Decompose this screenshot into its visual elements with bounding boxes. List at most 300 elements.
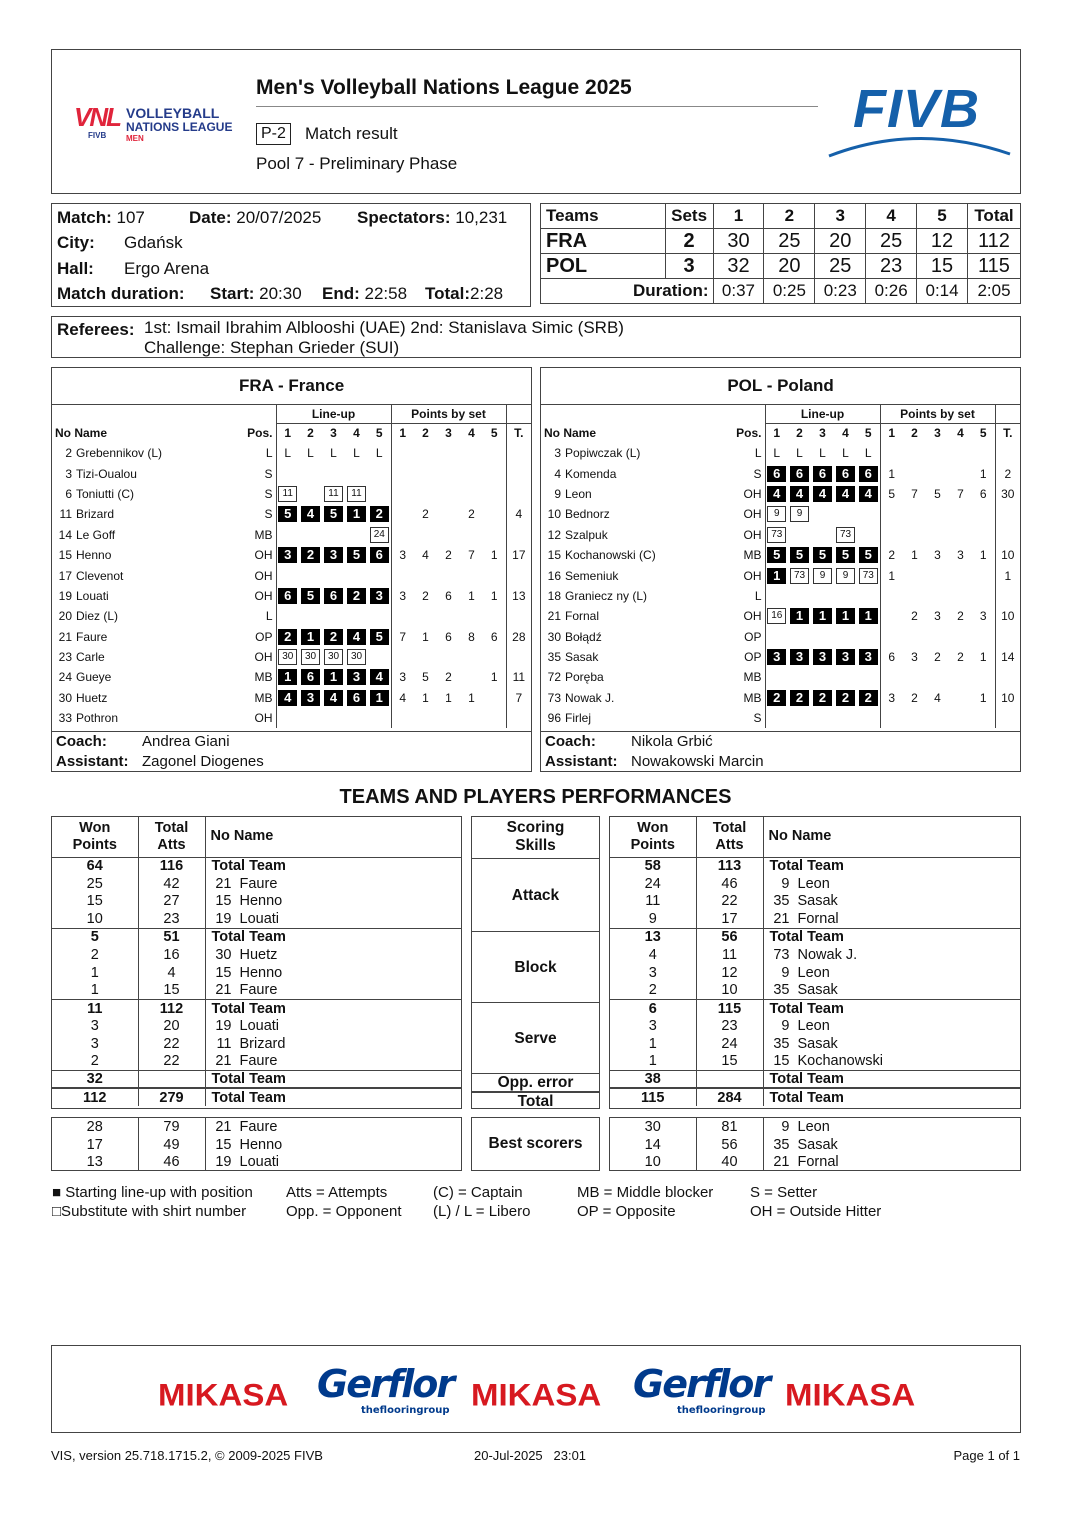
lineup-cell	[368, 565, 391, 585]
player-position: OH	[254, 711, 273, 726]
team2-total: 115	[967, 254, 1020, 279]
player-row	[52, 667, 531, 687]
total-atts: 116	[138, 857, 205, 875]
player-number: 19	[215, 911, 232, 928]
player-position: MB	[743, 548, 762, 563]
roster-group-row	[541, 404, 1020, 423]
points-set-4: 1	[468, 690, 475, 705]
points-set-3	[437, 484, 460, 504]
spectators-count: 10,231	[455, 208, 508, 227]
date-row	[189, 208, 321, 228]
points-set-5	[972, 565, 995, 585]
lineup-cell	[368, 606, 391, 626]
points-set-5	[483, 443, 506, 463]
player-position: S	[264, 466, 273, 481]
player-number: 15	[58, 548, 72, 563]
gerflor-logo-1	[317, 1362, 454, 1416]
points-set-5	[483, 484, 506, 504]
end-label: End:	[322, 284, 360, 303]
coach-row	[52, 731, 531, 751]
player-cell	[763, 1088, 1020, 1106]
player-row	[52, 463, 531, 483]
substitute-badge: 30	[347, 649, 366, 665]
assistant-row	[52, 751, 531, 771]
best-scorer-row	[610, 1154, 1020, 1172]
player-stat-row	[52, 982, 461, 1000]
player-position: L	[265, 446, 273, 461]
performance-left	[51, 816, 462, 1109]
points-set-4: 7	[468, 548, 475, 563]
total-col-header: T.	[995, 423, 1020, 443]
points-set-5: 6	[979, 486, 987, 501]
player-number: 4	[554, 466, 561, 481]
lineup-cell	[788, 525, 811, 545]
total-atts: 79	[138, 1118, 205, 1136]
starting-position-badge: 2	[790, 690, 809, 706]
points-set-4	[460, 667, 483, 687]
player-cell	[205, 893, 461, 911]
points-col-4: 4	[468, 426, 475, 441]
points-set-5	[972, 708, 995, 728]
skill-opp-error: Opp. error	[472, 1073, 599, 1091]
scoring-skills	[471, 816, 600, 1109]
legend-captain: (C) = Captain	[433, 1184, 523, 1201]
player-name: Henno	[239, 1136, 283, 1153]
points-set-2: 2	[911, 690, 918, 705]
libero-mark: L	[819, 446, 826, 461]
libero-mark: L	[330, 446, 337, 461]
starting-position-badge: 3	[278, 547, 297, 563]
points-set-1: 3	[391, 586, 414, 606]
vnl-mark: VNL	[74, 102, 120, 132]
player-name: Faure	[239, 875, 278, 892]
fivb-wordmark: FIVB	[853, 79, 981, 139]
starting-position-badge: 6	[813, 466, 832, 482]
starting-position-badge: 4	[347, 629, 366, 645]
legend-setter: S = Setter	[750, 1184, 818, 1201]
lineup-cell	[788, 504, 811, 524]
points-set-2: 1	[911, 548, 918, 563]
substitute-badge: 30	[301, 649, 320, 665]
points-set-3: 3	[934, 548, 941, 563]
starting-position-badge: 6	[301, 669, 320, 685]
referees-label: Referees:	[57, 320, 135, 339]
roster-subheader-row	[52, 423, 531, 443]
player-number: 21	[58, 629, 72, 644]
points-set-3	[926, 627, 949, 647]
points-set-2: 3	[911, 650, 918, 665]
substitute-badge: 11	[347, 486, 366, 502]
lineup-cell	[857, 525, 880, 545]
lineup-cell	[368, 688, 391, 708]
performance-right	[609, 816, 1021, 1109]
player-stat-row	[610, 982, 1020, 1000]
starting-position-badge: 6	[278, 588, 297, 604]
lineup-cell	[788, 463, 811, 483]
player-cell	[763, 1017, 1020, 1035]
player-number: 30	[215, 946, 232, 963]
points-set-1: 3	[391, 667, 414, 687]
points-set-4: 2	[957, 609, 964, 624]
won-points: 5	[52, 928, 138, 946]
starting-position-badge: 6	[370, 547, 389, 563]
sets-header-row	[541, 204, 1021, 229]
points-total: 7	[506, 688, 531, 708]
player-name: Semeniuk	[565, 568, 619, 583]
libero-mark: L	[796, 446, 803, 461]
player-name: Sasak	[797, 1035, 838, 1052]
sets-duration-label: Duration:	[541, 279, 714, 304]
substitute-badge: 11	[278, 486, 297, 502]
points-set-1	[391, 606, 414, 626]
player-row	[52, 504, 531, 524]
total-atts: 40	[696, 1154, 763, 1172]
total-label: Total:	[425, 284, 471, 303]
footer-version: VIS, version 25.718.1715.2, © 2009-2025 FIVB	[51, 1448, 323, 1463]
skill-attack: Attack	[511, 887, 560, 904]
points-set-1	[391, 525, 414, 545]
player-row	[52, 606, 531, 626]
player-number: 15	[215, 1136, 232, 1153]
total-atts: 23	[696, 1017, 763, 1035]
player-number: 20	[58, 609, 72, 624]
legend-op: OP = Opposite	[577, 1203, 676, 1220]
points-set-1	[880, 627, 903, 647]
starting-position-badge: 2	[278, 629, 297, 645]
set-2-header: 2	[764, 204, 815, 229]
player-cell	[205, 1053, 461, 1071]
lineup-col-1: 1	[276, 423, 299, 443]
lineup-cell	[765, 565, 788, 585]
set1-duration: 0:37	[713, 279, 764, 304]
player-cell	[763, 1053, 1020, 1071]
won-points: 3	[52, 1035, 138, 1053]
start-label: Start:	[210, 284, 255, 303]
starting-position-badge: 5	[347, 547, 366, 563]
points-set-2	[903, 708, 926, 728]
points-set-4	[460, 708, 483, 728]
starting-position-badge: 1	[767, 568, 786, 584]
lineup-cell	[788, 606, 811, 626]
starting-position-badge: 5	[813, 547, 832, 563]
player-row	[541, 708, 1020, 728]
points-set-2	[414, 443, 437, 463]
team-total-row	[52, 857, 461, 875]
player-position: OH	[254, 588, 273, 603]
player-name: Kochanowski (C)	[565, 548, 656, 563]
player-number: 15	[547, 548, 561, 563]
points-set-3: 3	[934, 609, 941, 624]
player-name: Kochanowski	[797, 1053, 883, 1070]
lineup-cell	[345, 688, 368, 708]
player-position: OH	[743, 609, 762, 624]
lineup-cell	[834, 525, 857, 545]
lineup-cell	[857, 606, 880, 626]
team1-code: FRA	[541, 229, 666, 254]
player-row	[541, 586, 1020, 606]
performance-table	[52, 817, 461, 1106]
player-row	[541, 463, 1020, 483]
total-atts: 113	[696, 857, 763, 875]
roster-right	[540, 367, 1021, 772]
team-title: POL - Poland	[541, 368, 1020, 404]
points-set-5	[972, 667, 995, 687]
total-atts-header: Total Atts	[696, 817, 763, 857]
skill-total: Total	[472, 1091, 599, 1109]
points-set-2: 1	[422, 629, 429, 644]
points-set-3: 2	[445, 670, 452, 685]
points-total	[995, 627, 1020, 647]
lineup-cell	[322, 525, 345, 545]
points-set-2	[903, 504, 926, 524]
player-cell	[205, 1035, 461, 1053]
won-points: 32	[52, 1071, 138, 1089]
total-atts: 12	[696, 964, 763, 982]
starting-position-badge: 2	[813, 690, 832, 706]
total-atts: 15	[138, 982, 205, 1000]
lineup-cell	[765, 627, 788, 647]
starting-position-badge: 2	[324, 629, 343, 645]
player-number: 21	[773, 911, 790, 928]
lineup-cell	[322, 504, 345, 524]
lineup-col-2: 2	[307, 426, 314, 441]
points-set-1	[391, 443, 414, 463]
footer-printed: 20-Jul-2025 23:01	[474, 1448, 587, 1463]
roster-table	[541, 368, 1020, 728]
player-name: Nowak J.	[797, 946, 858, 963]
substitute-badge: 9	[836, 568, 855, 584]
player-row	[52, 708, 531, 728]
libero-mark: L	[773, 446, 781, 461]
header-box	[51, 49, 1021, 194]
player-number: 21	[215, 875, 232, 892]
won-points: 3	[610, 964, 696, 982]
player-name: Sasak	[797, 893, 838, 910]
lineup-col-4: 4	[842, 426, 849, 441]
substitute-badge: 11	[324, 486, 343, 502]
player-name: Faure	[239, 982, 278, 999]
set5-duration: 0:14	[917, 279, 968, 304]
substitute-badge: 73	[767, 527, 786, 543]
points-col-5: 5	[979, 426, 987, 441]
points-set-2	[903, 565, 926, 585]
points-set-3	[926, 708, 949, 728]
points-total	[506, 606, 531, 626]
coach-table	[52, 731, 531, 772]
points-total	[995, 586, 1020, 606]
set-4-header: 4	[866, 204, 917, 229]
gerflor-wordmark-1: Gerflor	[317, 1362, 454, 1406]
points-set-5	[972, 627, 995, 647]
won-points: 11	[610, 893, 696, 911]
roster-left	[51, 367, 532, 772]
lineup-col-4: 4	[353, 426, 360, 441]
lineup-cell	[811, 627, 834, 647]
points-total	[506, 463, 531, 483]
legend-substitute: □Substitute with shirt number	[52, 1203, 247, 1220]
match-date: 20/07/2025	[236, 208, 322, 227]
won-points: 28	[52, 1118, 138, 1136]
points-set-2	[903, 586, 926, 606]
starting-position-badge: 1	[324, 669, 343, 685]
won-points: 9	[610, 910, 696, 928]
lineup-cell	[368, 525, 391, 545]
points-set-4	[460, 565, 483, 585]
player-position: S	[753, 711, 762, 726]
player-cell	[205, 946, 461, 964]
player-number: 21	[547, 609, 561, 624]
starting-position-badge: 6	[859, 466, 878, 482]
player-number: 9	[554, 486, 561, 501]
player-stat-row	[610, 1035, 1020, 1053]
player-row	[541, 688, 1020, 708]
points-set-5	[483, 504, 506, 524]
set4-duration: 0:26	[866, 279, 917, 304]
points-total: 10	[995, 545, 1020, 565]
starting-position-badge: 2	[836, 690, 855, 706]
starting-position-badge: 5	[278, 506, 297, 522]
best-scorers-left	[51, 1117, 462, 1171]
starting-position-badge: 3	[813, 649, 832, 665]
points-total	[506, 708, 531, 728]
team1-set2: 25	[764, 229, 815, 254]
player-row	[541, 667, 1020, 687]
substitute-badge: 30	[324, 649, 343, 665]
lineup-cell	[788, 586, 811, 606]
set3-duration: 0:23	[815, 279, 866, 304]
points-set-5	[483, 688, 506, 708]
points-set-5	[483, 525, 506, 545]
lineup-cell	[788, 688, 811, 708]
won-points: 1	[610, 1053, 696, 1071]
lineup-cell	[811, 463, 834, 483]
player-number: 9	[781, 964, 790, 981]
phase-label: Pool 7 - Preliminary Phase	[256, 154, 458, 173]
mikasa-logo-3: MIKASA	[785, 1376, 916, 1413]
points-set-1: 1	[880, 463, 903, 483]
lineup-cell	[299, 586, 322, 606]
points-set-1	[391, 504, 414, 524]
points-set-3	[926, 565, 949, 585]
starting-position-badge: 4	[859, 486, 878, 502]
points-set-4	[460, 525, 483, 545]
points-set-2: 7	[911, 486, 918, 501]
player-position: OP	[744, 650, 762, 665]
roster-spacer	[506, 404, 531, 423]
points-col-5: 5	[490, 426, 498, 441]
player-number: 96	[547, 711, 561, 726]
player-name: Tizi-Oualou	[76, 466, 137, 481]
player-cell	[763, 1118, 1020, 1136]
player-name: Faure	[239, 1053, 278, 1070]
libero-mark: L	[307, 446, 314, 461]
player-row	[52, 647, 531, 667]
date-label: Date:	[189, 208, 232, 227]
player-stat-row	[52, 1017, 461, 1035]
starting-position-badge: 3	[370, 588, 389, 604]
player-row	[541, 504, 1020, 524]
lineup-cell	[765, 647, 788, 667]
player-number: 19	[215, 1018, 232, 1035]
assistant-label: Assistant:	[545, 752, 618, 770]
team1-set1: 30	[713, 229, 764, 254]
won-points: 2	[52, 946, 138, 964]
lineup-cell	[834, 463, 857, 483]
roster-subheader-row	[541, 423, 1020, 443]
player-stat-row	[610, 964, 1020, 982]
total-atts-header: Total Atts	[138, 817, 205, 857]
lineup-cell	[299, 545, 322, 565]
points-set-5: 1	[490, 588, 498, 603]
starting-position-badge: 6	[790, 466, 809, 482]
lineup-cell	[811, 667, 834, 687]
team-total-row	[610, 857, 1020, 875]
total-duration: 2:05	[967, 279, 1020, 304]
player-row	[541, 627, 1020, 647]
points-total	[506, 443, 531, 463]
points-set-4	[949, 565, 972, 585]
player-row	[541, 647, 1020, 667]
lineup-cell	[765, 688, 788, 708]
player-stat-row	[610, 893, 1020, 911]
won-points: 24	[610, 875, 696, 893]
player-number: 15	[215, 964, 232, 981]
total-atts: 56	[696, 1136, 763, 1154]
lineup-cell	[765, 667, 788, 687]
points-set-5: 1	[979, 466, 987, 481]
lineup-header: Line-up	[765, 404, 880, 423]
won-points: 30	[610, 1118, 696, 1136]
points-set-5	[972, 443, 995, 463]
match-info	[51, 203, 531, 307]
player-name: Leon	[797, 875, 830, 892]
performance-header-row	[52, 817, 461, 857]
fivb-swoosh-icon	[827, 126, 1012, 160]
points-set-3: 5	[934, 486, 941, 501]
starting-position-badge: 6	[836, 466, 855, 482]
performance-header-row	[610, 817, 1020, 857]
points-set-3: 6	[445, 629, 452, 644]
points-set-5	[483, 463, 506, 483]
lineup-cell	[857, 708, 880, 728]
lineup-cell	[276, 463, 299, 483]
player-position: OH	[743, 507, 762, 522]
player-name: Henno	[76, 548, 112, 563]
lineup-cell	[322, 627, 345, 647]
start-time: 20:30	[259, 284, 302, 303]
player-number: 2	[65, 446, 72, 461]
team1-sets: 2	[665, 229, 713, 254]
start-row	[210, 284, 302, 304]
player-stat-row	[52, 964, 461, 982]
player-cell	[205, 982, 461, 1000]
player-cell	[763, 875, 1020, 893]
points-total: 10	[995, 606, 1020, 626]
performance-table	[610, 817, 1020, 1106]
points-set-4	[460, 443, 483, 463]
player-name: Poręba	[565, 670, 604, 685]
starting-position-badge: 3	[859, 649, 878, 665]
best-scorers-table	[52, 1118, 461, 1171]
player-stat-row	[610, 1053, 1020, 1071]
lineup-cell	[788, 647, 811, 667]
player-name: Bednorz	[565, 507, 610, 522]
points-set-1	[391, 484, 414, 504]
total-atts: 27	[138, 893, 205, 911]
won-points-header: Won Points	[610, 817, 696, 857]
won-points: 13	[610, 928, 696, 946]
total-atts: 279	[138, 1088, 205, 1106]
